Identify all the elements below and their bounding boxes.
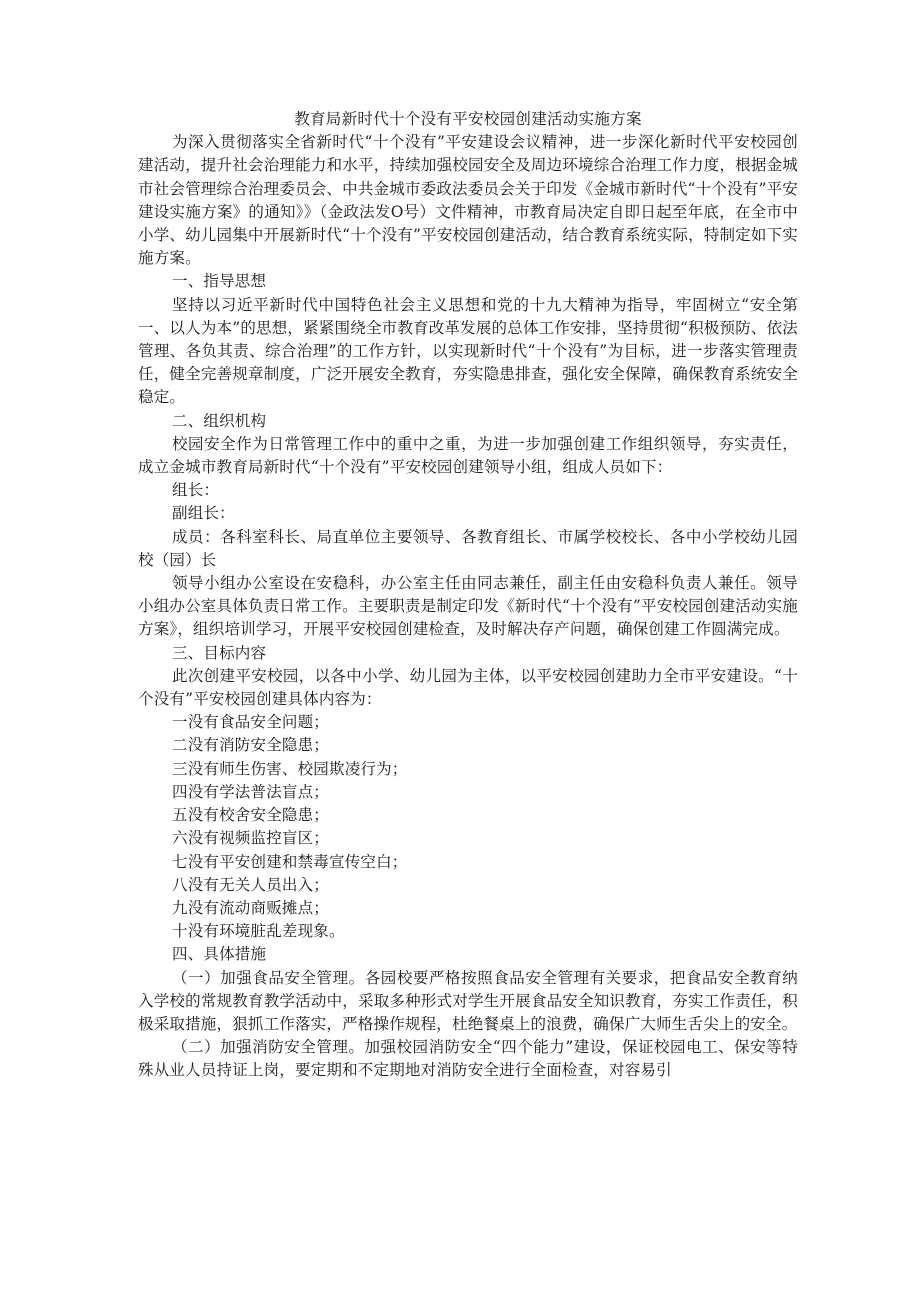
list-item: 六没有视频监控盲区；: [172, 829, 330, 848]
list-item: 十没有环境脏乱差现象。: [172, 922, 345, 941]
document-title: 教育局新时代十个没有平安校园创建活动实施方案: [294, 110, 642, 128]
measure-food-safety-paragraph: （一）加强食品安全管理。各园校要严格按照食品安全管理有关要求，把食品安全教育纳入学校的常规教育教学活动中，采取多种形式对学生开展食品安全知识教育，夯实工作责任，积极采取措施，狠抓工作落实，严格操作规程，杜绝餐桌上的浪费，确保广大师生舌尖上的安全。: [138, 968, 798, 1033]
goals-paragraph: 此次创建平安校园，以各中小学、幼儿园为主体，以平安校园创建助力全市平安建设。“十个没有”平安校园创建具体内容为：: [138, 666, 798, 709]
list-item: 五没有校舍安全隐患；: [172, 806, 330, 825]
leader-line: 组长：: [172, 481, 220, 500]
list-item: 三没有师生伤害、校园欺凌行为；: [172, 759, 408, 778]
list-item: 四没有学法普法盲点；: [172, 782, 330, 801]
intro-paragraph: 为深入贯彻落实全省新时代“十个没有”平安建设会议精神，进一步深化新时代平安校园创建活动，提升社会治理能力和水平，持续加强校园安全及周边环境综合治理工作力度，根据金城市社会管理综合治理委员会、中共金城市委政法委员会关于印发《金城市新时代“十个没有”平安建设实施方案》的通知》》（金政法发O号）文件精神，市教育局决定自即日起至年底，在全市中小学、幼儿园集中开展新时代“十个没有”平安校园创建活动，结合教育系统实际，特制定如下实施方案。: [138, 133, 798, 268]
list-item: 一没有食品安全问题；: [172, 713, 330, 732]
members-line: 成员：各科室科长、局直单位主要领导、各教育组长、市属学校校长、各中小学校幼儿园校（园）长: [138, 527, 798, 569]
list-item: 八没有无关人员出入；: [172, 875, 330, 894]
section-heading-goals: 三、目标内容: [172, 643, 267, 662]
organization-paragraph: 校园安全作为日常管理工作中的重中之重，为进一步加强创建工作组织领导，夯实责任，成立金城市教育局新时代“十个没有”平安校园创建领导小组，组成人员如下：: [138, 434, 798, 477]
list-item: 二没有消防安全隐患；: [172, 736, 330, 755]
list-item: 七没有平安创建和禁毒宣传空白；: [172, 852, 408, 871]
section-heading-measures: 四、具体措施: [172, 945, 267, 964]
document-page: [138, 108, 798, 1083]
guiding-thought-paragraph: 坚持以习近平新时代中国特色社会主义思想和党的十九大精神为指导，牢固树立“安全第一、以人为本”的思想，紧紧围绕全市教育改革发展的总体工作安排，坚持贯彻“积极预防、依法管理、各负其责、综合治理”的工作方针，以实现新时代“十个没有”为目标，进一步落实管理责任，健全完善规章制度，广泛开展安全教育，夯实隐患排查，强化安全保障，确保教育系统安全稳定。: [138, 295, 798, 407]
list-item: 九没有流动商贩摊点；: [172, 898, 330, 917]
deputy-leader-line: 副组长：: [172, 504, 235, 523]
office-paragraph: 领导小组办公室设在安稳科，办公室主任由同志兼任，副主任由安稳科负责人兼任。领导小组办公室具体负责日常工作。主要职责是制定印发《新时代“十个没有”平安校园创建活动实施方案》，组织培训学习，开展平安校园创建检查，及时解决存产问题，确保创建工作圆满完成。: [138, 574, 798, 639]
section-heading-organization: 二、组织机构: [172, 411, 267, 430]
section-heading-guiding-thought: 一、指导思想: [172, 272, 267, 291]
measure-fire-safety-paragraph: （二）加强消防安全管理。加强校园消防安全“四个能力”建设，保证校园电工、保安等特殊从业人员持证上岗，要定期和不定期地对消防安全进行全面检查，对容易引: [138, 1038, 798, 1080]
